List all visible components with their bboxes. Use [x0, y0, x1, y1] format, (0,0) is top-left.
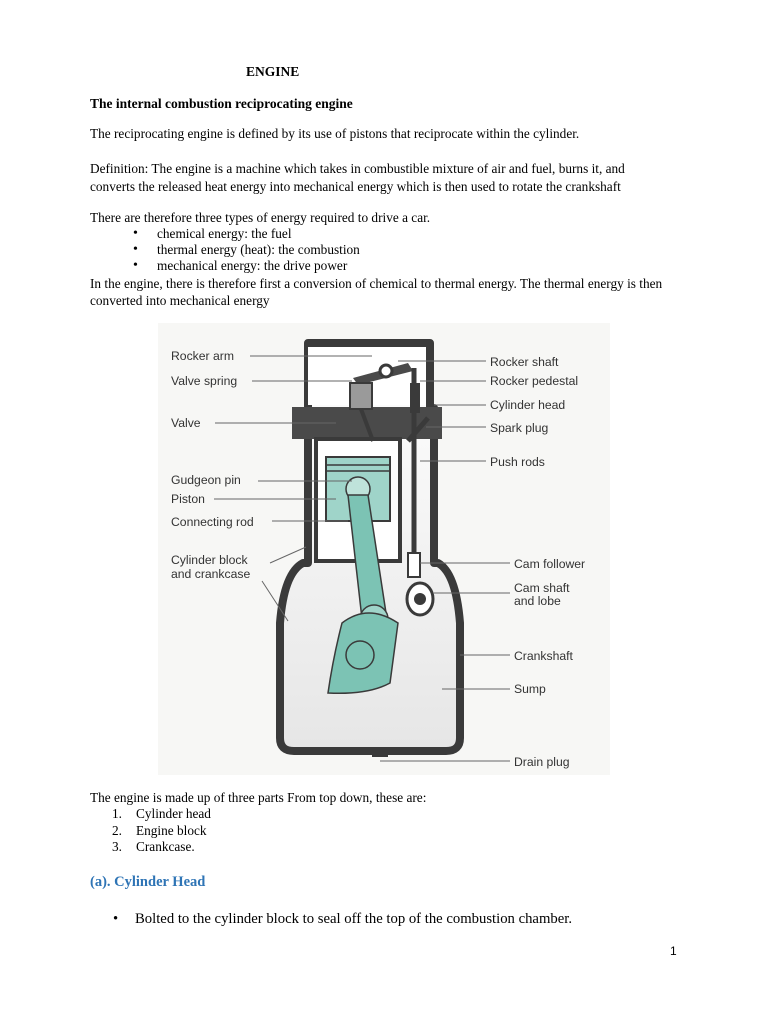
label-cylinder-block-2: and crankcase: [171, 567, 251, 581]
label-valve: Valve: [171, 416, 201, 430]
label-rocker-pedestal: Rocker pedestal: [490, 374, 579, 388]
label-cam-shaft: Cam shaft: [514, 581, 570, 595]
energy-types-list: [130, 226, 360, 274]
section-heading: (a). Cylinder Head: [90, 874, 206, 890]
parts-list: [112, 806, 211, 856]
label-drain-plug: Drain plug: [514, 755, 570, 769]
list-item: • thermal energy (heat): the combustion: [130, 242, 360, 258]
label-push-rods: Push rods: [490, 455, 545, 469]
label-crankshaft: Crankshaft: [514, 649, 573, 663]
label-cam-shaft-2: and lobe: [514, 594, 561, 608]
definition-paragraph: Definition: The engine is a machine which takes in combustible mixture of air and fuel, burns it, and converts the released heat energy into mechanical energy which is then used to rotate the crankshaft: [90, 161, 625, 194]
list-item-label: Crankcase.: [136, 839, 195, 854]
label-spark-plug: Spark plug: [490, 421, 549, 435]
label-sump: Sump: [514, 682, 546, 696]
list-number: 2.: [112, 822, 122, 838]
list-item-label: Engine block: [136, 822, 207, 838]
list-item: • mechanical energy: the drive power: [130, 258, 360, 274]
label-valve-spring: Valve spring: [171, 374, 238, 388]
list-number: 1.: [112, 806, 122, 821]
energy-intro-paragraph: There are therefore three types of energy required to drive a car.: [90, 210, 431, 225]
label-gudgeon-pin: Gudgeon pin: [171, 473, 241, 487]
list-item: [112, 823, 211, 840]
list-item: • chemical energy: the fuel: [130, 226, 360, 242]
intro-paragraph: The reciprocating engine is defined by its use of pistons that reciprocate within the cylinder.: [90, 126, 580, 141]
section-bullet-text: Bolted to the cylinder block to seal off the top of the combustion chamber.: [135, 911, 572, 927]
parts-intro-paragraph: The engine is made up of three parts From top down, these are:: [90, 790, 427, 805]
list-item: [112, 806, 211, 823]
label-cam-follower: Cam follower: [514, 557, 586, 571]
document-title: ENGINE: [246, 64, 300, 79]
label-cylinder-block: Cylinder block: [171, 553, 248, 567]
document-subtitle: The internal combustion reciprocating engine: [90, 96, 353, 111]
label-cylinder-head: Cylinder head: [490, 398, 566, 412]
label-piston: Piston: [171, 492, 205, 506]
page-number: 1: [670, 944, 677, 958]
list-number: 3.: [112, 839, 122, 854]
conversion-paragraph: In the engine, there is therefore first a conversion of chemical to thermal energy. The thermal energy is then converted into mechanical energy: [90, 276, 663, 308]
engine-diagram: [158, 323, 610, 775]
label-rocker-arm: Rocker arm: [171, 349, 234, 363]
bullet-dot-icon: •: [113, 911, 119, 927]
list-item-label: Cylinder head: [136, 806, 211, 821]
label-rocker-shaft: Rocker shaft: [490, 355, 559, 369]
list-item: [112, 839, 211, 856]
label-connecting-rod: Connecting rod: [171, 515, 254, 529]
